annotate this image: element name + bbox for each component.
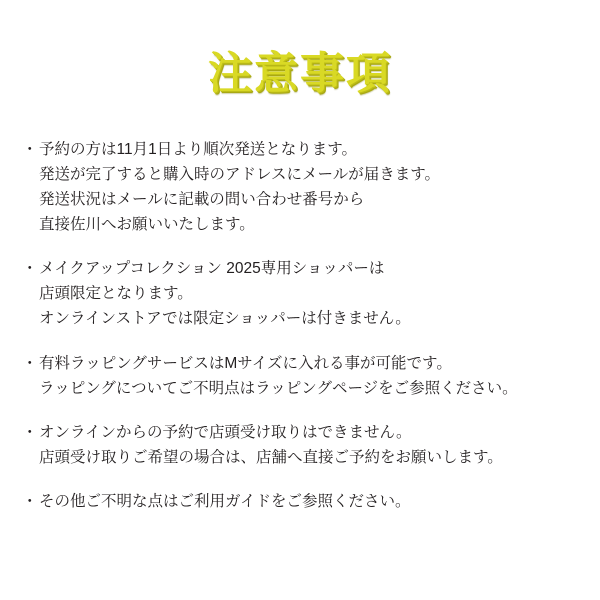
note-line: 予約の方は11月1日より順次発送となります。 — [39, 140, 357, 158]
note-line: 発送状況はメールに記載の問い合わせ番号から — [39, 191, 365, 209]
bullet-icon: ・ — [22, 260, 38, 278]
note-line: 有料ラッピングサービスはMサイズに入れる事が可能です。 — [39, 354, 452, 372]
note-line: オンラインストアでは限定ショッパーは付きません。 — [39, 310, 411, 328]
note-line: その他ご不明な点はご利用ガイドをご参照ください。 — [39, 493, 411, 510]
bullet-icon: ・ — [22, 493, 38, 510]
note-line: ラッピングについてご不明点はラッピングページをご参照ください。 — [39, 379, 518, 397]
list-item — [22, 351, 582, 401]
note-line: オンラインからの予約で店頭受け取りはできません。 — [39, 423, 412, 441]
note-line: 店頭受け取りご希望の場合は、店舗へ直接ご予約をお願いします。 — [39, 448, 503, 466]
note-line: 店頭限定となります。 — [39, 285, 193, 303]
bullet-icon: ・ — [22, 423, 38, 441]
list-item — [22, 420, 582, 470]
page-title: 注意事項 — [208, 49, 392, 98]
list-item — [22, 256, 582, 331]
list-item — [22, 489, 582, 514]
notice-list — [0, 137, 600, 514]
bullet-icon: ・ — [22, 140, 38, 158]
note-line: 発送が完了すると購入時のアドレスにメールが届きます。 — [39, 165, 440, 183]
list-item — [22, 137, 582, 237]
bullet-icon: ・ — [22, 354, 38, 372]
note-line: メイクアップコレクション 2025専用ショッパーは — [39, 260, 385, 278]
note-line: 直接佐川へお願いいたします。 — [39, 216, 255, 234]
